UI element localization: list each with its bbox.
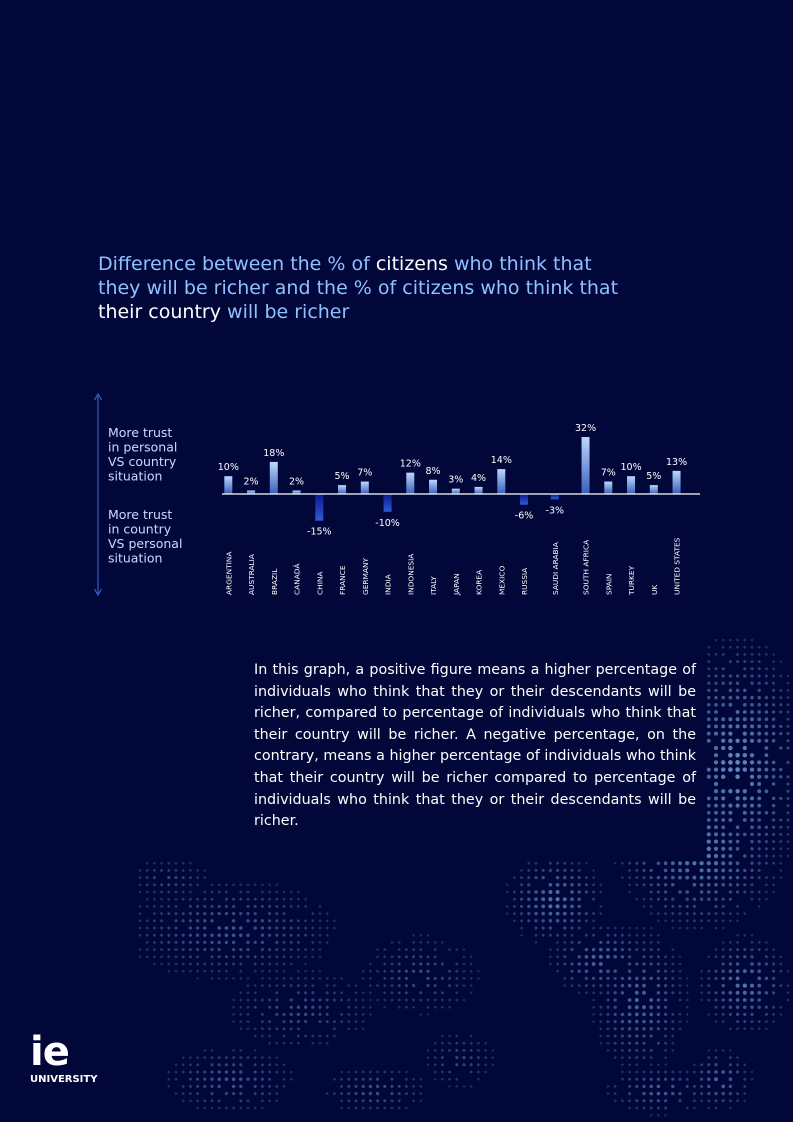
logo-mark: ie <box>30 1029 69 1075</box>
bar-india <box>384 494 392 512</box>
chart-description: In this graph, a positive figure means a higher percentage of individuals who think that they or their descendants will be richer, compared to percentage of individuals who think that their country will be richer. A negative percentage, on the contrary, means a higher percentage of individuals who think that their country will be richer compared to percentage of individuals who think that they or their descendants will be richer. <box>254 662 696 830</box>
category-label: KOREA <box>474 569 484 595</box>
value-label: 8% <box>425 465 441 477</box>
value-label: 10% <box>620 462 642 474</box>
bar-italy <box>429 480 437 494</box>
chart-title <box>98 252 638 324</box>
title-part-3: will be richer <box>220 301 350 323</box>
bar-brazil <box>270 462 278 494</box>
category-label: TURKEY <box>627 565 637 595</box>
bar-china <box>315 494 323 521</box>
title-highlight-their-country: their country <box>98 301 221 323</box>
category-label: UNITED STATES <box>672 537 682 595</box>
value-label: 3% <box>448 474 464 486</box>
value-label: 13% <box>665 456 688 468</box>
category-label: RUSSIA <box>520 567 530 595</box>
bar-spain <box>604 482 612 494</box>
category-label: INDONESIA <box>406 553 416 595</box>
value-label: 4% <box>471 472 487 484</box>
value-label: 10% <box>217 462 239 474</box>
bar-saudi-arabia <box>551 494 559 499</box>
category-label: SAUDI ARABIA <box>550 542 560 595</box>
axis-label-negative-line: situation <box>108 550 163 566</box>
category-label: CANADÁ <box>292 563 302 595</box>
category-label: JAPAN <box>451 573 461 595</box>
category-label: CHINA <box>315 571 325 595</box>
value-label: 2% <box>243 476 259 488</box>
value-label: -6% <box>514 510 534 522</box>
bar-korea <box>475 487 483 494</box>
title-highlight-citizens: citizens <box>375 253 448 275</box>
category-label: FRANCE <box>338 565 348 595</box>
value-label: -3% <box>545 505 565 517</box>
category-label: GERMANY <box>360 557 370 595</box>
bar-turkey <box>627 476 635 494</box>
bar-chart <box>0 390 793 602</box>
value-label: 5% <box>646 471 662 483</box>
value-label: -10% <box>375 517 400 529</box>
bar-france <box>338 485 346 494</box>
bar-uk <box>650 485 658 494</box>
bar-russia <box>520 494 528 505</box>
category-label: SPAIN <box>604 573 614 595</box>
value-label: 32% <box>574 423 597 435</box>
bar-united-states <box>673 471 681 494</box>
axis-label-positive <box>108 425 177 484</box>
axis-label-positive-line: in personal <box>108 439 178 455</box>
category-label: AUSTRALIA <box>247 554 257 595</box>
category-label: ARGENTINA <box>224 551 234 595</box>
value-label: 14% <box>490 455 512 467</box>
bar-mexico <box>497 469 505 494</box>
axis-label-positive-line: More trust <box>108 425 173 440</box>
bar-indonesia <box>406 473 414 494</box>
axis-label-negative-line: More trust <box>108 507 173 522</box>
category-label: ITALY <box>429 576 439 595</box>
axis-label-positive-line: situation <box>108 468 163 484</box>
value-label: -15% <box>307 526 332 538</box>
value-label: 5% <box>334 471 350 483</box>
value-label: 12% <box>399 458 421 470</box>
axis-label-positive-line: VS country <box>108 454 177 469</box>
axis-label-negative-line: VS personal <box>108 536 183 551</box>
category-label: INDIA <box>383 574 393 595</box>
value-label: 18% <box>263 447 285 459</box>
axis-label-negative <box>108 507 182 566</box>
bar-germany <box>361 482 369 494</box>
logo-name: UNIVERSITY <box>30 1074 98 1085</box>
category-label: MEXICO <box>497 565 507 595</box>
bar-japan <box>452 489 460 494</box>
value-label: 2% <box>289 476 305 488</box>
value-label: 7% <box>600 467 616 479</box>
category-label: UK <box>649 584 659 595</box>
category-label: SOUTH AFRICA <box>581 539 591 595</box>
title-part-2: who think that they will be richer and the % of citizens who think that <box>98 253 619 299</box>
title-part-1: Difference between the % of <box>98 253 376 275</box>
ie-university-logo <box>30 1029 98 1086</box>
bar-argentina <box>224 476 232 494</box>
axis-label-negative-line: in country <box>108 521 172 537</box>
value-label: 7% <box>357 467 373 479</box>
category-label: BRAZIL <box>269 568 279 595</box>
bar-south-africa <box>582 437 590 494</box>
